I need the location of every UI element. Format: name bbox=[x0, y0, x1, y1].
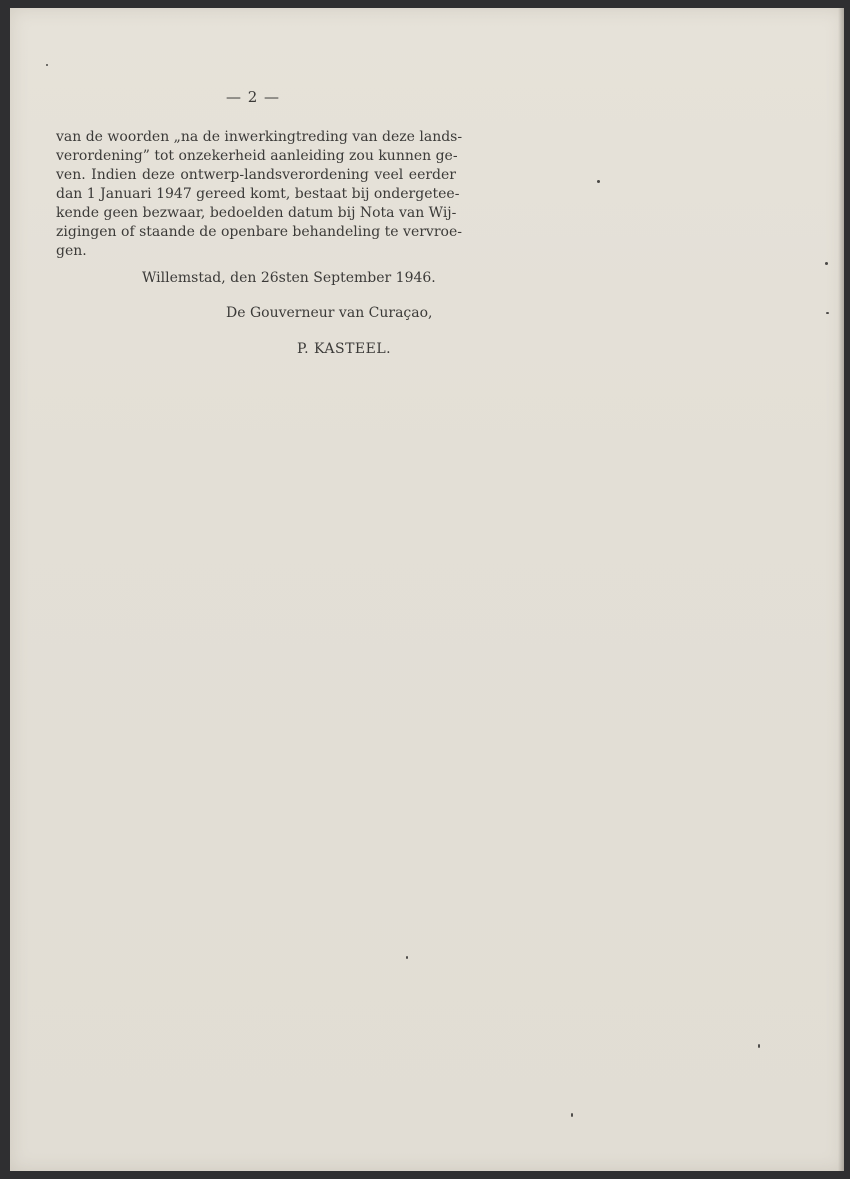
body-line-2: verordening” tot onzekerheid aanleiding zou kunnen ge- bbox=[56, 148, 458, 164]
paper-speck bbox=[826, 312, 829, 314]
signature-name: P. KASTEEL. bbox=[297, 341, 392, 357]
body-line-6: zigingen of staande de openbare behandeling te vervroe- bbox=[56, 224, 462, 240]
body-line-5: kende geen bezwaar, bedoelden datum bij Nota van Wij- bbox=[56, 205, 457, 221]
body-line-3: ven. Indien deze ontwerp-landsverordening veel eerder bbox=[56, 167, 456, 183]
signatory-title: De Gouverneur van Curaçao, bbox=[226, 305, 433, 321]
place-date: Willemstad, den 26sten September 1946. bbox=[142, 270, 436, 286]
body-line-1: van de woorden „na de inwerkingtreding van deze lands- bbox=[56, 129, 463, 145]
paper-speck bbox=[571, 1113, 573, 1117]
body-line-4: dan 1 Januari 1947 gereed komt, bestaat bij ondergetee- bbox=[56, 186, 460, 202]
paper-speck bbox=[597, 180, 600, 183]
page-number: — 2 — bbox=[225, 88, 281, 106]
paper-speck bbox=[406, 956, 408, 959]
paper-speck bbox=[825, 262, 828, 265]
body-line-7: gen. bbox=[56, 243, 87, 259]
paper-speck bbox=[758, 1044, 760, 1048]
paper-speck bbox=[46, 64, 48, 66]
